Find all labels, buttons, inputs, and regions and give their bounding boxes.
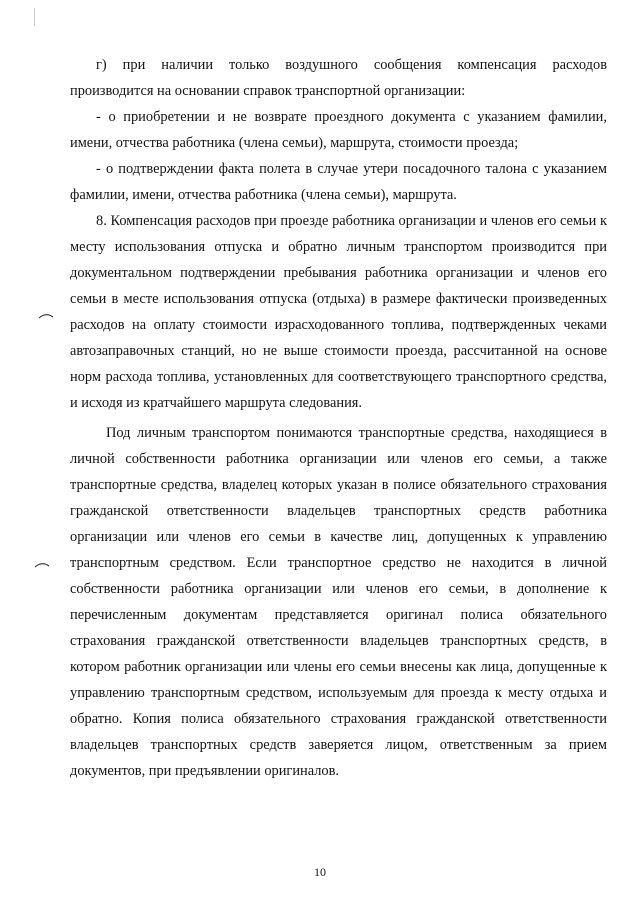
paragraph-personal-transport: Под личным транспортом понимаются транспортные средства, находящиеся в личной собственности работника организации или членов его семьи, а также транспортные средства, владелец которых указан в полисе обязательного страхования гражданской ответственности владельцев транспортных средств работника организации или членов его семьи в качестве лиц, допущенных к управлению транспортным средством. Если транспортное средство не находится в личной собственности работника организации или членов его семьи, в дополнение к перечисленным документам представляется оригинал полиса обязательного страхования гражданской ответственности владельцев транспортных средств, в котором работник организации или члены его семьи внесены как лица, допущенные к управлению транспортным средством, используемым для проезда к месту отдыха и обратно. Копия полиса обязательного страхования гражданской ответственности владельцев транспортных средств заверяется лицом, ответственным за прием документов, при предъявлении оригиналов.	[70, 425, 607, 779]
list-item-flight-confirmation: - о подтверждении факта полета в случае утери посадочного талона с указанием фамилии, имени, отчества работника (члена семьи), маршрута.	[70, 161, 607, 203]
binding-hole-mark	[38, 312, 54, 320]
page-number: 10	[314, 865, 326, 879]
scan-edge-mark	[34, 8, 35, 26]
paragraph-air-compensation: г) при наличии только воздушного сообщения компенсация расходов производится на основании справок транспортной организации:	[70, 57, 607, 99]
binding-hole-mark	[34, 561, 50, 569]
document-body	[70, 52, 607, 784]
list-item-ticket-purchase: - о приобретении и не возврате проездного документа с указанием фамилии, имени, отчества работника (члена семьи), маршрута, стоимости проезда;	[70, 109, 607, 151]
paragraph-item-8: 8. Компенсация расходов при проезде работника организации и членов его семьи к месту использования отпуска и обратно личным транспортом производится при документальном подтверждении пребывания работника организации и членов его семьи в месте использования отпуска (отдыха) в размере фактически произведенных расходов на оплату стоимости израсходованного топлива, подтвержденных чеками автозаправочных станций, но не выше стоимости проезда, рассчитанной на основе норм расхода топлива, установленных для соответствующего транспортного средства, и исходя из кратчайшего маршрута следования.	[70, 213, 607, 411]
